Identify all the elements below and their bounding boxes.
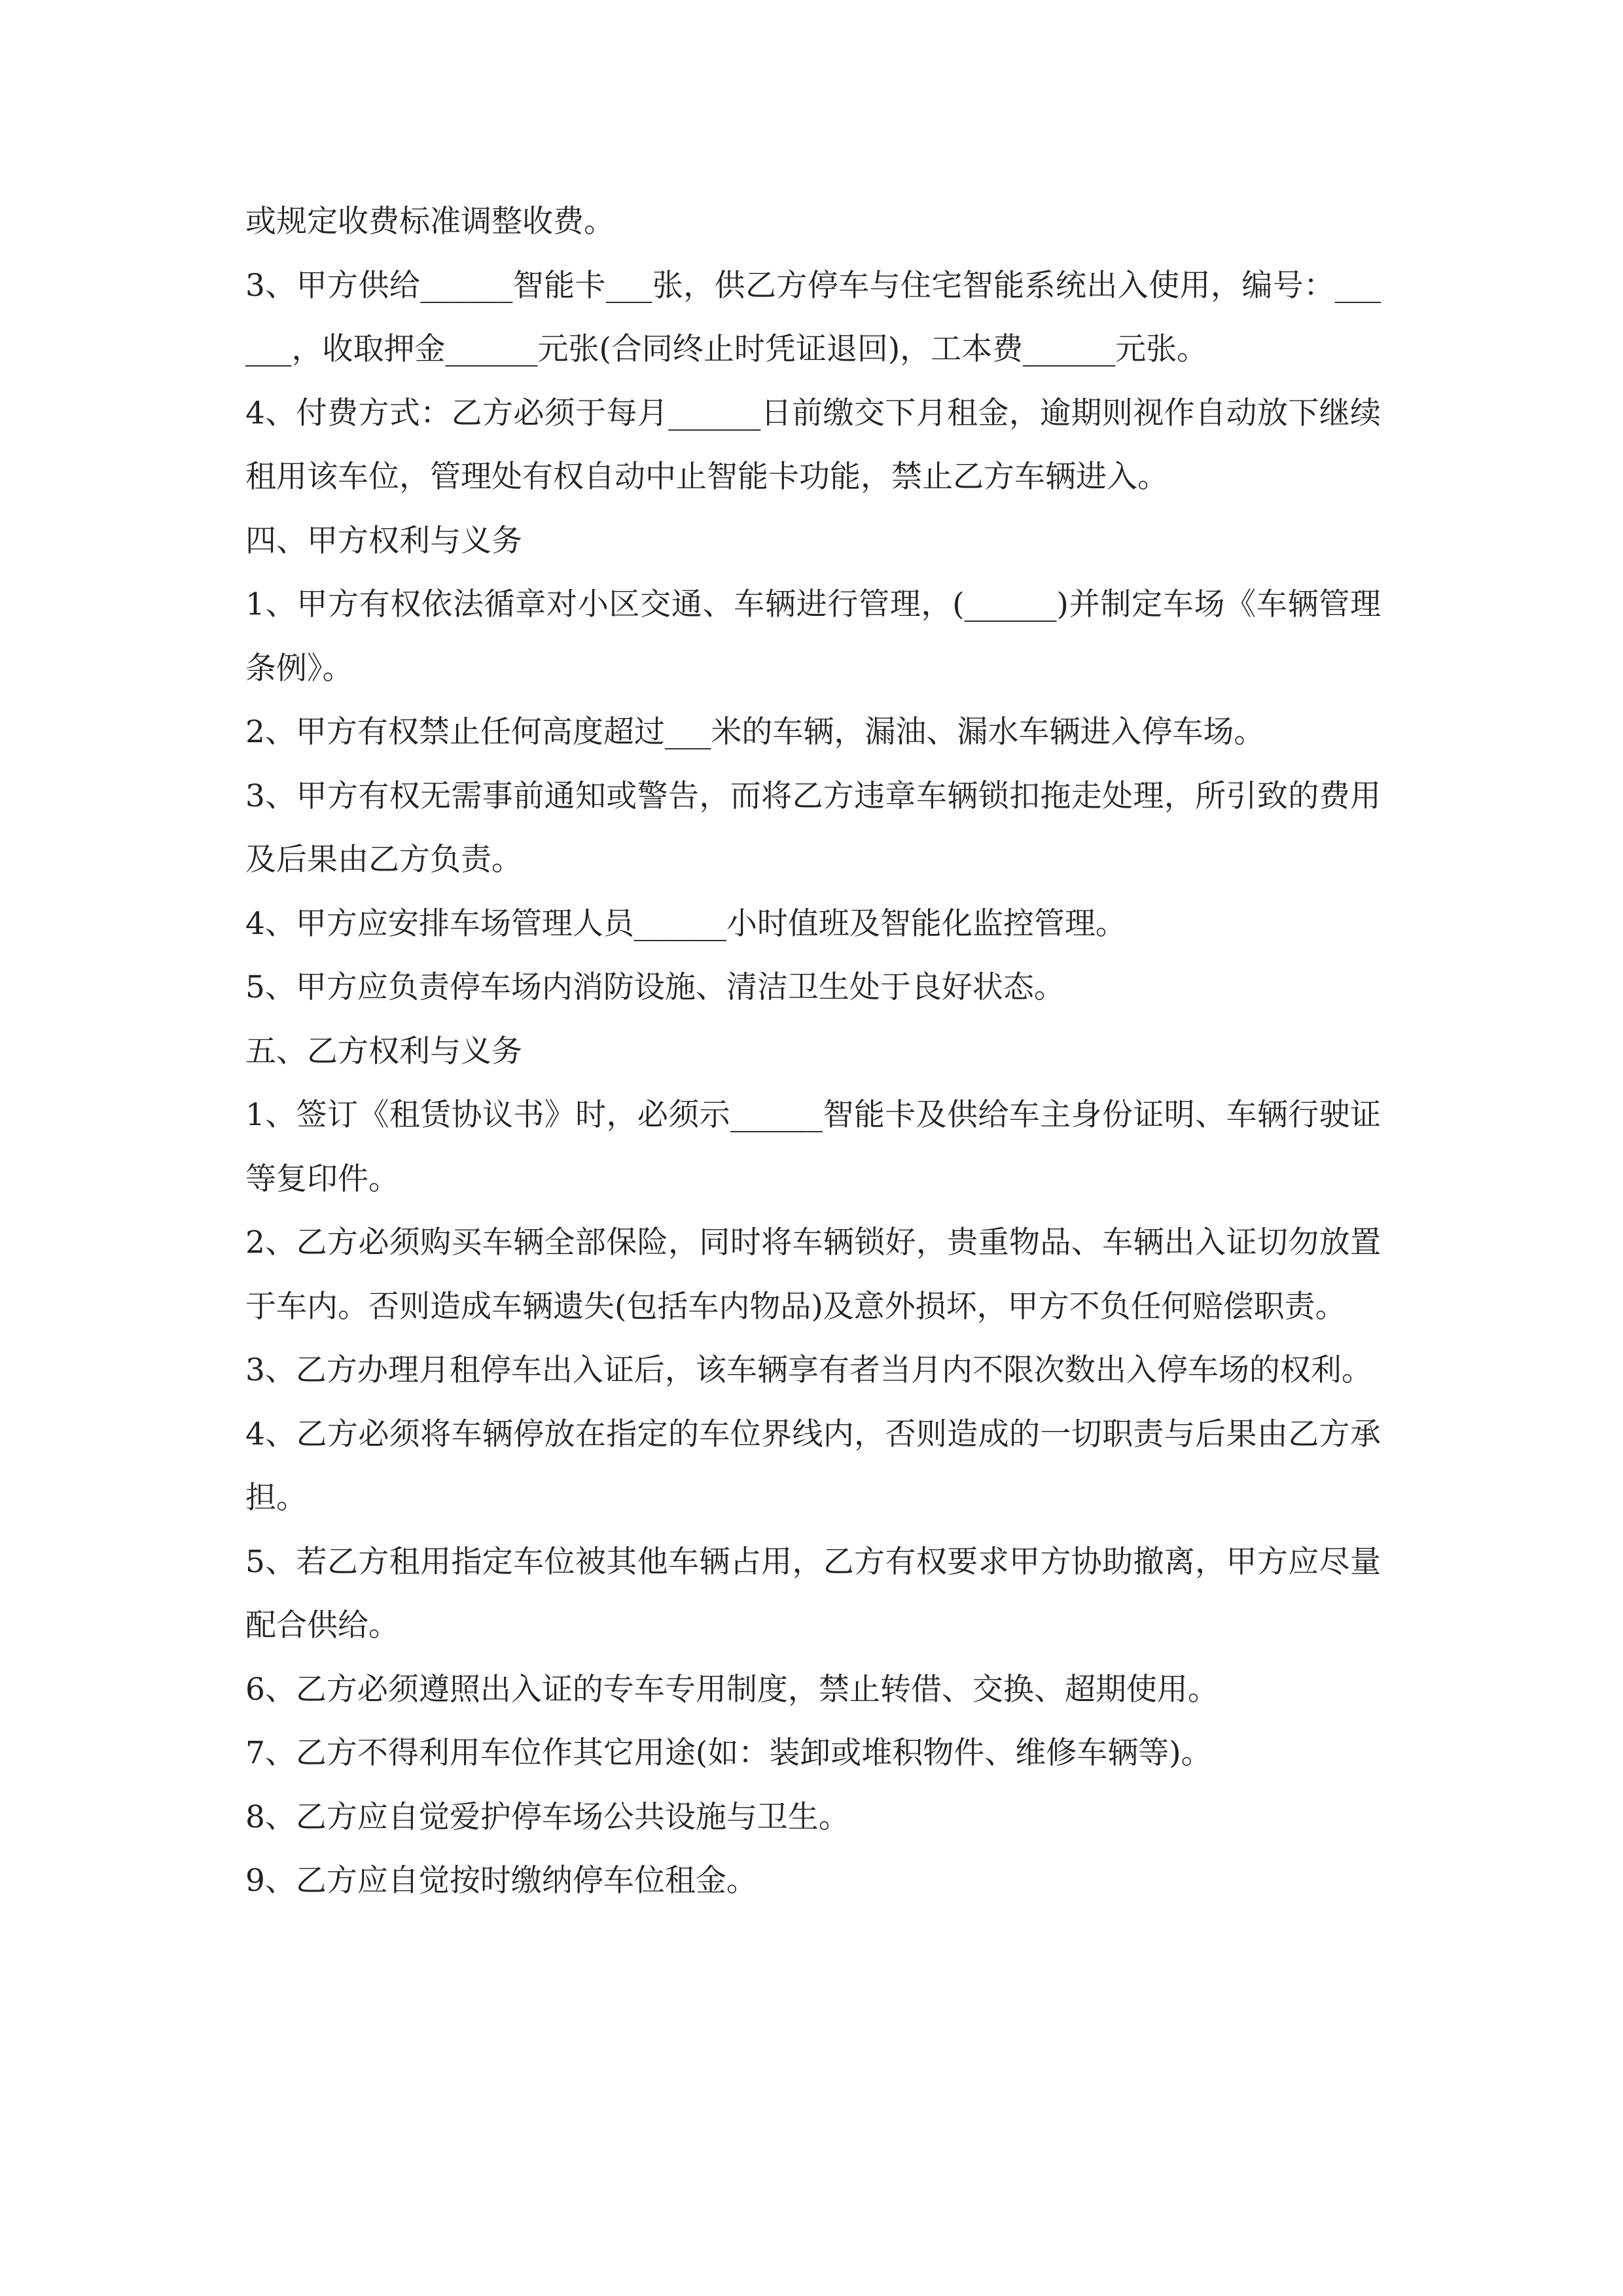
section-heading-party-a: 四、甲方权利与义务 bbox=[245, 522, 522, 559]
paragraph-party-b-clause-8: 8、乙方应自觉爱护停车场公共设施与卫生。 bbox=[245, 1799, 849, 1835]
document-body bbox=[245, 190, 1381, 1913]
paragraph-party-a-clause-5: 5、甲方应负责停车场内消防设施、清洁卫生处于良好状态。 bbox=[245, 969, 1065, 1005]
paragraph-payment-method: 4、付费方式：乙方必须于每月______日前缴交下月租金，逾期则视作自动放下继续租用该车位，管理处有权自动中止智能卡功能，禁止乙方车辆进入。 bbox=[245, 395, 1381, 495]
paragraph-party-a-clause-3: 3、甲方有权无需事前通知或警告，而将乙方违章车辆锁扣拖走处理，所引致的费用及后果由乙方负责。 bbox=[245, 778, 1381, 878]
paragraph-party-b-clause-7: 7、乙方不得利用车位作其它用途(如：装卸或堆积物件、维修车辆等)。 bbox=[245, 1735, 1212, 1771]
paragraph-party-b-clause-4: 4、乙方必须将车辆停放在指定的车位界线内，否则造成的一切职责与后果由乙方承担。 bbox=[245, 1416, 1381, 1516]
paragraph-smart-card-supply: 3、甲方供给______智能卡___张，供乙方停车与住宅智能系统出入使用，编号：______，收取押金______元张(合同终止时凭证退回)，工本费______元张。 bbox=[245, 267, 1381, 367]
paragraph-party-b-clause-6: 6、乙方必须遵照出入证的专车专用制度，禁止转借、交换、超期使用。 bbox=[245, 1671, 1219, 1708]
paragraph-party-a-clause-1: 1、甲方有权依法循章对小区交通、车辆进行管理，(______)并制定车场《车辆管理条例》。 bbox=[245, 586, 1381, 687]
section-heading-party-b: 五、乙方权利与义务 bbox=[245, 1033, 522, 1069]
paragraph-fee-adjustment: 或规定收费标准调整收费。 bbox=[245, 204, 615, 240]
paragraph-party-a-clause-4: 4、甲方应安排车场管理人员______小时值班及智能化监控管理。 bbox=[245, 905, 1126, 942]
paragraph-party-a-clause-2: 2、甲方有权禁止任何高度超过___米的车辆，漏油、漏水车辆进入停车场。 bbox=[245, 714, 1265, 750]
paragraph-party-b-clause-1: 1、签订《租赁协议书》时，必须示______智能卡及供给车主身份证明、车辆行驶证等复印件。 bbox=[245, 1097, 1381, 1197]
paragraph-party-b-clause-2: 2、乙方必须购买车辆全部保险，同时将车辆锁好，贵重物品、车辆出入证切勿放置于车内。否则造成车辆遗失(包括车内物品)及意外损坏，甲方不负任何赔偿职责。 bbox=[245, 1225, 1381, 1325]
paragraph-party-b-clause-9: 9、乙方应自觉按时缴纳停车位租金。 bbox=[245, 1863, 757, 1899]
paragraph-party-b-clause-3: 3、乙方办理月租停车出入证后，该车辆享有者当月内不限次数出入停车场的权利。 bbox=[245, 1352, 1372, 1388]
paragraph-party-b-clause-5: 5、若乙方租用指定车位被其他车辆占用，乙方有权要求甲方协助撤离，甲方应尽量配合供给。 bbox=[245, 1543, 1381, 1643]
